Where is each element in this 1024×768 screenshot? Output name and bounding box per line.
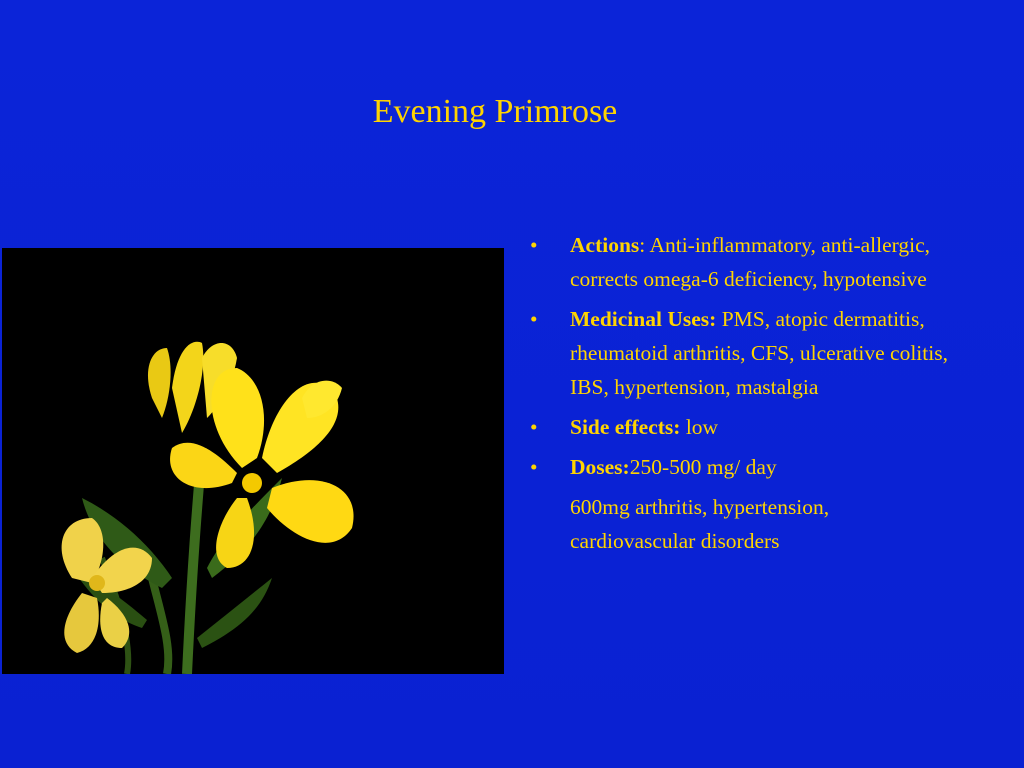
bullet-medicinal-uses	[530, 302, 950, 404]
bullet-marker: •	[530, 455, 538, 479]
bullet-text: 250-500 mg/ day	[629, 455, 777, 479]
bullet-text: low	[680, 415, 719, 439]
bullet-label: Side effects:	[570, 415, 681, 439]
bullet-list	[530, 228, 950, 558]
slide-title: Evening Primrose	[372, 93, 618, 130]
bullet-actions	[530, 228, 950, 296]
bullet-side-effects	[530, 410, 950, 444]
bullet-text: : Anti-inflammatory, anti-allergic, corrects omega-6 deficiency, hypotensive	[570, 233, 931, 291]
bullet-marker: •	[530, 307, 538, 331]
bullet-label: Actions	[570, 233, 640, 257]
bullet-doses	[530, 450, 950, 484]
bullet-text: PMS, atopic dermatitis, rheumatoid arthritis, CFS, ulcerative colitis, IBS, hypertension, mastalgia	[570, 307, 948, 399]
bullet-marker: •	[530, 415, 538, 439]
flower-illustration	[2, 248, 504, 674]
dose-details: 600mg arthritis, hypertension, cardiovascular disorders	[570, 495, 830, 553]
bullet-label: Medicinal Uses:	[570, 307, 717, 331]
bullet-label: Doses:	[570, 455, 630, 479]
flower-photo	[2, 248, 504, 674]
bullet-marker: •	[530, 233, 538, 257]
